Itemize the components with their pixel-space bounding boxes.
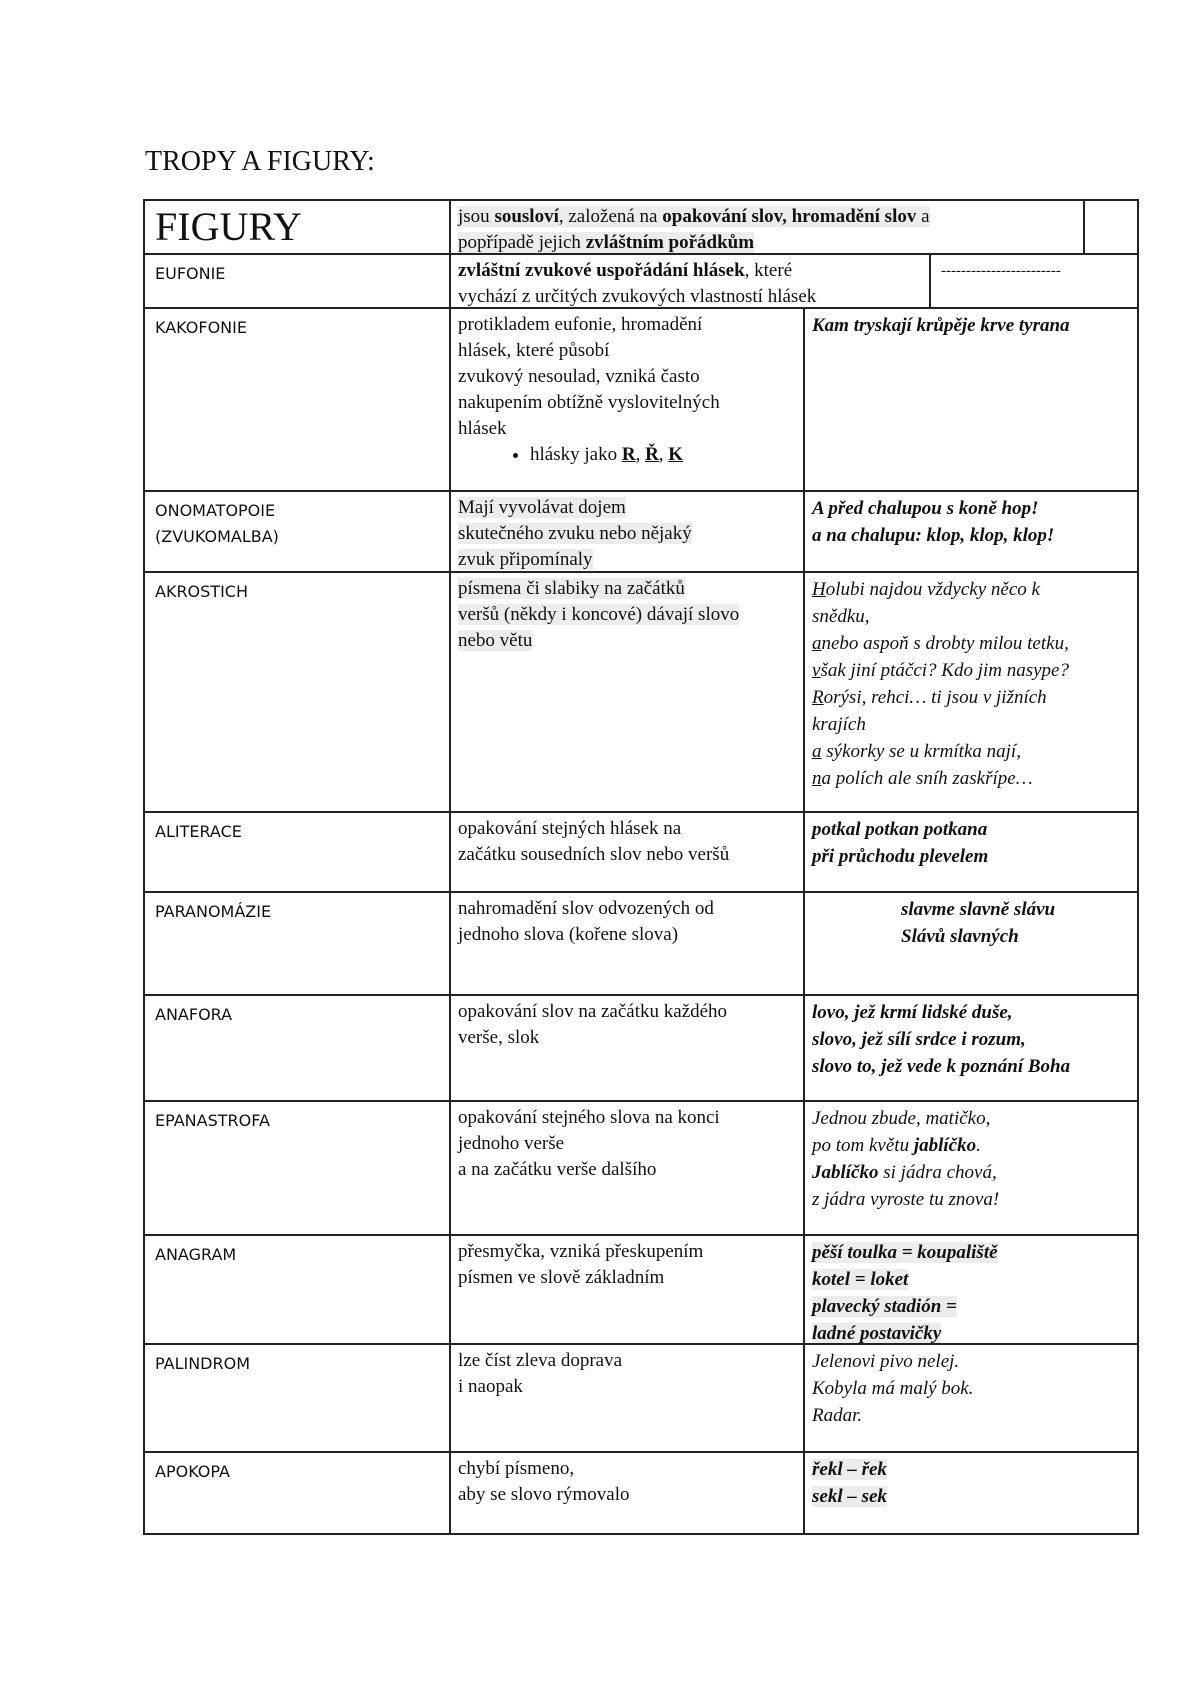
text-line xyxy=(812,522,1133,549)
text-line xyxy=(458,896,797,922)
text-run: verše, slok xyxy=(458,1027,540,1048)
text-run: aby se slovo rýmovalo xyxy=(458,1484,630,1505)
term-example xyxy=(803,813,1139,870)
text-run: krajích xyxy=(812,714,866,735)
text-run: opakování slov, hromadění slov xyxy=(662,206,917,227)
text-line xyxy=(458,1482,797,1508)
text-line xyxy=(812,576,1133,603)
text-run: začátku sousedních slov nebo veršů xyxy=(458,844,730,865)
text-run: sousloví xyxy=(494,206,559,227)
table-row-alliterace xyxy=(143,811,1139,893)
text-run: při průchodu plevelem xyxy=(812,846,989,867)
term-example xyxy=(803,573,1139,792)
term-example xyxy=(803,1345,1139,1429)
text-run: chybí písmeno, xyxy=(458,1458,575,1479)
text-line xyxy=(458,1348,797,1374)
term-example: ------------------------ xyxy=(941,263,1061,279)
text-line xyxy=(812,1402,1133,1429)
text-line: PARANOMÁZIE xyxy=(155,902,272,921)
text-run: orýsi, rehci… ti jsou v jižních xyxy=(823,687,1047,708)
table-row-onomatopoie xyxy=(143,490,1139,573)
text-run: písmena či slabiky na začátků xyxy=(458,578,685,599)
text-run: šak jiní ptáčci? Kdo jim nasype? xyxy=(820,660,1069,681)
text-line: (ZVUKOMALBA) xyxy=(155,527,279,546)
term-definition-cell xyxy=(449,893,803,996)
term-name xyxy=(143,492,449,550)
text-run: skutečného zvuku nebo nějaký xyxy=(458,523,692,544)
term-definition xyxy=(449,309,803,468)
text-line xyxy=(812,1375,1133,1402)
figury-definition xyxy=(449,201,1200,255)
text-line xyxy=(812,816,1133,843)
text-run: Jednou zbude, matičko, xyxy=(812,1108,991,1129)
text-line xyxy=(812,684,1133,711)
text-line: APOKOPA xyxy=(155,1462,230,1481)
text-line xyxy=(812,1348,1133,1375)
text-line xyxy=(458,495,797,521)
term-definition xyxy=(449,1236,803,1291)
term-example: Kam tryskají krůpěje krve tyrana xyxy=(812,315,1070,336)
text-line xyxy=(812,1266,1133,1293)
text-run: zvláštní zvukové uspořádání hlásek xyxy=(458,260,745,281)
text-line: PALINDROM xyxy=(155,1354,251,1373)
term-example xyxy=(803,492,1139,549)
table-row-apokopa xyxy=(143,1451,1139,1535)
term-definition-cell xyxy=(449,813,803,893)
table-row-epanastrofa xyxy=(143,1100,1139,1236)
text-line xyxy=(812,1159,1133,1186)
text-run: z jádra vyroste tu znova! xyxy=(812,1189,1000,1210)
text-run: řekl – řek xyxy=(812,1459,887,1480)
text-run: hlásek, které působí xyxy=(458,340,610,361)
text-line xyxy=(458,312,797,338)
text-line xyxy=(901,896,1133,923)
text-line xyxy=(458,416,797,442)
text-run: opakování stejného slova na konci xyxy=(458,1107,720,1128)
term-definition-cell xyxy=(449,492,803,573)
text-line xyxy=(812,1026,1133,1053)
term-example-cell xyxy=(803,996,1139,1102)
text-run: a polích ale sníh zaskřípe… xyxy=(821,768,1033,789)
text-run: slavme slavně slávu xyxy=(901,899,1056,920)
text-run: slovo, jež sílí srdce i rozum, xyxy=(812,1029,1026,1050)
term-name xyxy=(143,1345,449,1377)
table-bottom-border xyxy=(143,1533,1139,1535)
term-definition-cell xyxy=(449,1345,803,1453)
text-run: vychází z určitých zvukových vlastností hlásek xyxy=(458,286,817,307)
table-row-anafora xyxy=(143,994,1139,1102)
bullet-list xyxy=(458,442,797,468)
text-line xyxy=(812,1483,1133,1510)
text-run: a xyxy=(916,206,930,227)
text-line xyxy=(812,1186,1133,1213)
term-name xyxy=(143,813,449,845)
text-run: opakování slov na začátku každého xyxy=(458,1001,728,1022)
text-run: protikladem eufonie, hromadění xyxy=(458,314,703,335)
list-item: • hlásky jako R, Ř, K xyxy=(530,442,797,468)
term-name: AKROSTICH xyxy=(155,582,248,601)
term-name-cell xyxy=(143,1453,449,1535)
text-run: jablíčko xyxy=(913,1135,977,1156)
text-run: zvukový nesoulad, vzniká často xyxy=(458,366,700,387)
text-run: veršů (někdy i koncové) dávají slovo xyxy=(458,604,740,625)
text-run: lze číst zleva doprava xyxy=(458,1350,623,1371)
term-name-cell xyxy=(143,492,449,573)
table-row-eufonie xyxy=(143,253,1139,309)
text-line: ONOMATOPOIE xyxy=(155,501,276,520)
term-example-cell xyxy=(803,1345,1139,1453)
text-line xyxy=(458,521,797,547)
text-line xyxy=(812,657,1133,684)
text-run: po tom květu xyxy=(812,1135,914,1156)
text-line xyxy=(812,1132,1133,1159)
acrostic-letter: a xyxy=(812,633,822,654)
term-example xyxy=(803,1102,1139,1213)
text-run: sekl – sek xyxy=(812,1486,887,1507)
text-line xyxy=(458,390,797,416)
term-definition xyxy=(449,813,803,868)
text-line xyxy=(812,1456,1133,1483)
term-example-cell xyxy=(803,1236,1139,1345)
text-run: nakupením obtížně vyslovitelných xyxy=(458,392,720,413)
text-run: Kobyla má malý bok. xyxy=(812,1378,974,1399)
text-run: lovo, jež krmí lidské duše, xyxy=(812,1002,1013,1023)
text-run: nahromadění slov odvozených od xyxy=(458,898,714,919)
text-line xyxy=(458,1265,797,1291)
term-example xyxy=(803,996,1139,1080)
text-run: jednoho verše xyxy=(458,1133,565,1154)
text-line xyxy=(812,1053,1133,1080)
term-example-cell xyxy=(803,492,1139,573)
term-name xyxy=(143,1453,449,1485)
text-run: pěší toulka = koupaliště xyxy=(812,1242,998,1263)
table-right-border xyxy=(1137,199,1139,1535)
text-run: . xyxy=(976,1135,981,1156)
text-line xyxy=(458,338,797,364)
text-run: nebo větu xyxy=(458,630,533,651)
term-definition-cell xyxy=(449,1453,803,1535)
text-run: sýkorky se u krmítka nají, xyxy=(821,741,1021,762)
acrostic-letter: n xyxy=(812,768,822,789)
text-run: jednoho slova (kořene slova) xyxy=(458,924,679,945)
text-line xyxy=(458,1105,797,1131)
text-run: zvláštním pořádkům xyxy=(585,232,755,253)
text-line xyxy=(458,1131,797,1157)
text-run: popřípadě jejich xyxy=(458,232,586,253)
term-definition xyxy=(449,1453,803,1508)
term-name: EPANASTROFA xyxy=(155,1111,270,1130)
text-line xyxy=(458,1456,797,1482)
text-run: zvuk připomínaly xyxy=(458,549,593,570)
term-definition xyxy=(449,893,803,948)
text-line xyxy=(812,603,1133,630)
text-run: písmen ve slově základním xyxy=(458,1267,665,1288)
text-run: hlásek xyxy=(458,418,507,439)
term-name xyxy=(143,893,449,925)
text-run: Radar. xyxy=(812,1405,863,1426)
text-line xyxy=(812,999,1133,1026)
text-line xyxy=(458,999,797,1025)
text-line: ANAGRAM xyxy=(155,1245,237,1264)
text-run: Jablíčko xyxy=(812,1162,879,1183)
term-example xyxy=(803,1236,1139,1347)
text-run: nebo aspoň s drobty milou tetku, xyxy=(821,633,1069,654)
term-name xyxy=(143,996,449,1028)
text-line xyxy=(812,1105,1133,1132)
term-definition xyxy=(449,1102,803,1183)
acrostic-letter: H xyxy=(812,579,826,600)
text-line: ANAFORA xyxy=(155,1005,233,1024)
term-definition xyxy=(449,996,803,1051)
text-run: Jelenovi pivo nelej. xyxy=(812,1351,960,1372)
term-name-cell xyxy=(143,1345,449,1453)
text-run: potkal potkan potkana xyxy=(812,819,988,840)
text-run: Slávů slavných xyxy=(901,926,1019,947)
term-definition xyxy=(449,255,929,310)
text-line xyxy=(458,602,797,628)
text-run: Mají vyvolávat dojem xyxy=(458,497,626,518)
text-run: A před chalupou s koně hop! xyxy=(812,498,1039,519)
term-name-cell xyxy=(143,813,449,893)
table-row-palindrom xyxy=(143,1343,1139,1453)
text-run: , založená na xyxy=(558,206,663,227)
text-line xyxy=(812,495,1133,522)
figury-heading: FIGURY xyxy=(155,204,302,249)
table-row-kakofonie xyxy=(143,307,1139,492)
term-example-cell xyxy=(803,893,1139,996)
term-name-cell xyxy=(143,996,449,1102)
text-line xyxy=(458,816,797,842)
text-line xyxy=(812,711,1133,738)
text-line xyxy=(458,1157,797,1183)
figury-definition-text xyxy=(449,201,1200,256)
text-line xyxy=(812,765,1133,792)
text-run: jsou xyxy=(458,206,495,227)
figury-label-cell xyxy=(143,201,449,255)
term-definition xyxy=(449,492,803,573)
text-line xyxy=(458,842,797,868)
term-example-cell xyxy=(803,813,1139,893)
page-title: TROPY A FIGURY: xyxy=(145,146,375,177)
text-run: opakování stejných hlásek na xyxy=(458,818,682,839)
text-run: přesmyčka, vzniká přeskupením xyxy=(458,1241,704,1262)
text-line xyxy=(458,1239,797,1265)
term-name-cell xyxy=(143,1236,449,1345)
text-line xyxy=(812,843,1133,870)
text-run: si jádra chová, xyxy=(878,1162,997,1183)
term-definition-cell xyxy=(449,1236,803,1345)
term-name: EUFONIE xyxy=(155,264,226,283)
acrostic-letter: a xyxy=(812,741,822,762)
text-run: kotel = loket xyxy=(812,1269,909,1290)
text-run: a na chalupu: klop, klop, klop! xyxy=(812,525,1055,546)
text-line xyxy=(458,364,797,390)
text-line xyxy=(901,923,1133,950)
text-line xyxy=(812,738,1133,765)
term-definition xyxy=(449,1345,803,1400)
acrostic-letter: R xyxy=(812,687,824,708)
term-example xyxy=(803,893,1139,950)
table-row-paranomazie xyxy=(143,891,1139,996)
table-row-anagram xyxy=(143,1234,1139,1345)
term-name xyxy=(143,1236,449,1268)
text-run: snědku, xyxy=(812,606,870,627)
table-left-border xyxy=(143,199,145,1535)
text-line: ALITERACE xyxy=(155,822,242,841)
text-line xyxy=(458,1025,797,1051)
text-run: olubi najdou vždycky něco k xyxy=(825,579,1040,600)
table-header-row xyxy=(143,199,1139,255)
text-line xyxy=(458,1374,797,1400)
text-run: i naopak xyxy=(458,1376,523,1397)
text-line xyxy=(812,1239,1133,1266)
text-run: , které xyxy=(744,260,793,281)
text-run: plavecký stadión = xyxy=(812,1296,957,1317)
text-run: ladné postavičky xyxy=(812,1323,942,1344)
text-line xyxy=(812,630,1133,657)
text-line xyxy=(458,628,797,654)
term-example-cell xyxy=(803,1453,1139,1535)
term-example xyxy=(803,1453,1139,1510)
term-definition-cell xyxy=(449,996,803,1102)
text-line xyxy=(458,576,797,602)
text-run: a na začátku verše dalšího xyxy=(458,1159,657,1180)
table-row-akrostich xyxy=(143,571,1139,813)
term-name: KAKOFONIE xyxy=(155,318,247,337)
acrostic-letter: v xyxy=(812,660,821,681)
term-name-cell xyxy=(143,893,449,996)
term-definition xyxy=(449,573,803,654)
text-line xyxy=(458,922,797,948)
text-line xyxy=(812,1293,1133,1320)
text-run: slovo to, jež vede k poznání Boha xyxy=(812,1056,1071,1077)
text-line xyxy=(458,547,797,573)
